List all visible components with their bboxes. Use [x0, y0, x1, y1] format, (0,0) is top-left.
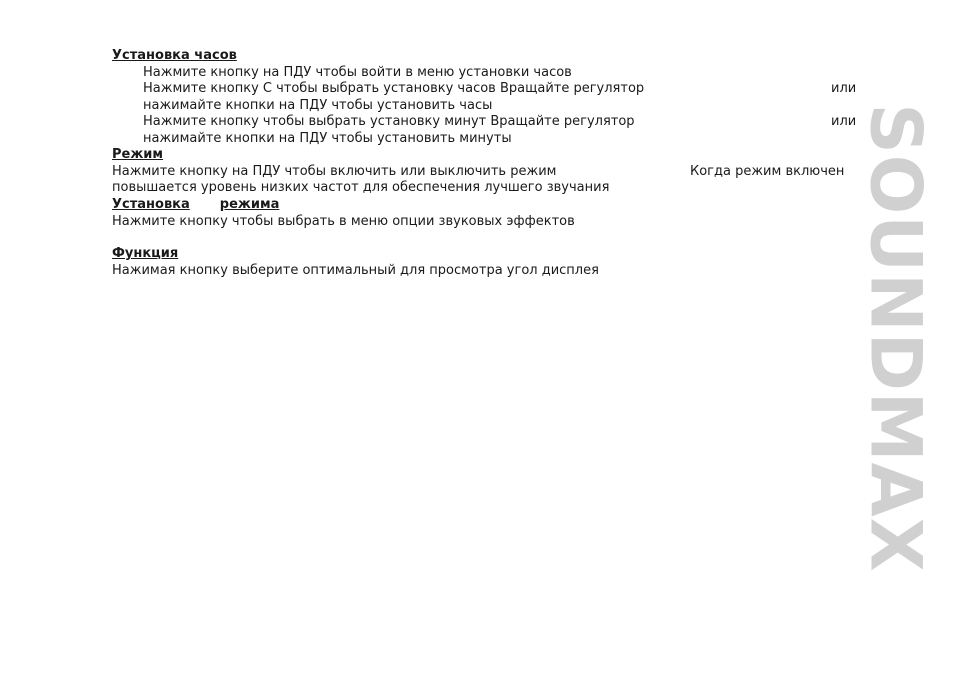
clock-setup-line-2: Нажмите кнопку С чтобы выбрать установку часов Вращайте регулятор — [143, 81, 645, 96]
sound-mode-line-1: Нажмите кнопку чтобы выбрать в меню опции звуковых эффектов — [112, 214, 575, 229]
brand-watermark — [855, 48, 938, 628]
clock-setup-line-1: Нажмите кнопку на ПДУ чтобы войти в меню установки часов — [143, 65, 572, 80]
function-heading: Функция — [112, 246, 179, 261]
clock-setup-line-4: Нажмите кнопку чтобы выбрать установку минут Вращайте регулятор — [143, 114, 635, 129]
mode-line-2: повышается уровень низких частот для обеспечения лучшего звучания — [112, 180, 610, 195]
mode-line-1-end: Когда режим включен — [690, 164, 845, 179]
clock-setup-line-3: нажимайте кнопки на ПДУ чтобы установить часы — [143, 98, 493, 113]
mode-line-1: Нажмите кнопку на ПДУ чтобы включить или выключить режим — [112, 164, 557, 179]
clock-setup-line-5: нажимайте кнопки на ПДУ чтобы установить минуты — [143, 131, 512, 146]
brand-watermark-text: SOUNDMAX — [855, 103, 938, 573]
clock-setup-line-4-end: или — [831, 114, 857, 129]
function-line-1: Нажимая кнопку выберите оптимальный для просмотра угол дисплея — [112, 263, 599, 278]
sound-mode-heading: Установка режима — [112, 197, 280, 212]
clock-setup-heading: Установка часов — [112, 48, 237, 63]
mode-heading: Режим — [112, 147, 164, 162]
clock-setup-line-2-end: или — [831, 81, 857, 96]
